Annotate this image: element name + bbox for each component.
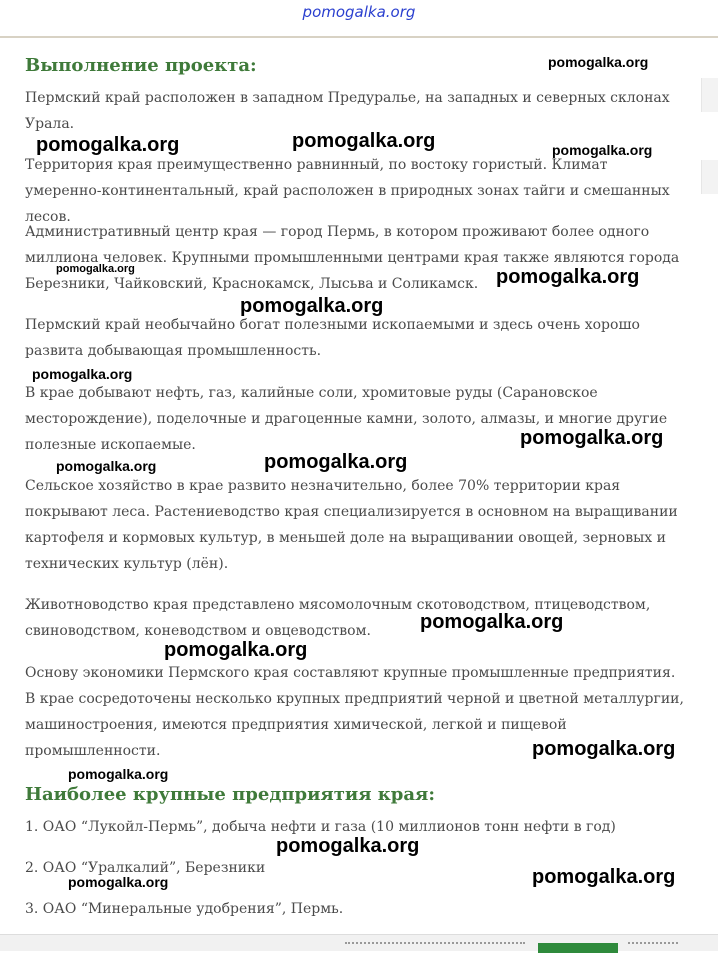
watermark: pomogalka.org bbox=[56, 458, 157, 474]
watermark: pomogalka.org bbox=[68, 874, 169, 890]
paragraph: Административный центр края — город Пермь, в котором проживают более одного миллиона человек. Крупными промышленными центрами края также являются города Березники, Чайковский, Краснокамск, Лысьва и Соликамск. bbox=[25, 224, 680, 292]
watermark: pomogalka.org bbox=[532, 866, 676, 888]
watermark: pomogalka.org bbox=[56, 263, 135, 275]
watermark: pomogalka.org bbox=[276, 835, 420, 857]
paragraph: Основу экономики Пермского края составляют крупные промышленные предприятия. В крае сосредоточены несколько крупных предприятий черной и цветной металлургии, машиностроения, имеются предприятия химической, легкой и пищевой промышленности. bbox=[25, 665, 684, 759]
watermark: pomogalka.org bbox=[68, 766, 169, 782]
watermark: pomogalka.org bbox=[264, 451, 408, 473]
list-item: 3. ОАО “Минеральные удобрения”, Пермь. bbox=[25, 901, 344, 917]
watermark: pomogalka.org bbox=[164, 639, 308, 661]
cookie-text bbox=[345, 942, 525, 947]
list-item: 1. ОАО “Лукойл-Пермь”, добыча нефти и газа (10 миллионов тонн нефти в год) bbox=[25, 819, 616, 835]
section-heading: Выполнение проекта: bbox=[25, 55, 257, 76]
paragraph: Территория края преимущественно равнинный, по востоку гористый. Климат умеренно-континентальный, край расположен в природных зонах тайги и смешанных лесов. bbox=[25, 157, 670, 225]
watermark: pomogalka.org bbox=[32, 366, 133, 382]
cookie-link[interactable] bbox=[628, 942, 678, 947]
watermark: pomogalka.org bbox=[496, 266, 640, 288]
watermark: pomogalka.org bbox=[520, 427, 664, 449]
cookie-bar bbox=[0, 934, 718, 951]
watermark: pomogalka.org bbox=[552, 142, 653, 158]
watermark: pomogalka.org bbox=[420, 611, 564, 633]
site-logo[interactable]: pomogalka.org bbox=[302, 3, 416, 21]
watermark: pomogalka.org bbox=[548, 54, 649, 70]
watermark: pomogalka.org bbox=[36, 134, 180, 156]
top-bar bbox=[0, 0, 718, 38]
side-tab[interactable] bbox=[701, 78, 718, 112]
section-heading: Наиболее крупные предприятия края: bbox=[25, 784, 435, 805]
accept-button[interactable] bbox=[538, 943, 618, 953]
paragraph: Сельское хозяйство в крае развито незначительно, более 70% территории края покрывают леса. Растениеводство края специализируется в основном на выращивании картофеля и кормовых культур, в меньшей доле на выращивании овощей, зерновых и технических культур (лён). bbox=[25, 478, 678, 572]
watermark: pomogalka.org bbox=[292, 130, 436, 152]
paragraph: Пермский край расположен в западном Предуралье, на западных и северных склонах Урала. bbox=[25, 90, 670, 132]
paragraph: Пермский край необычайно богат полезными ископаемыми и здесь очень хорошо развита добывающая промышленность. bbox=[25, 317, 640, 359]
list-item: 2. ОАО “Уралкалий”, Березники bbox=[25, 860, 266, 876]
paragraph: Животноводство края представлено мясомолочным скотоводством, птицеводством, свиноводством, коневодством и овцеводством. bbox=[25, 597, 651, 639]
side-tab[interactable] bbox=[701, 160, 718, 194]
paragraph: В крае добывают нефть, газ, калийные соли, хромитовые руды (Сарановское месторождение), поделочные и драгоценные камни, золото, алмазы, и многие другие полезные ископаемые. bbox=[25, 385, 668, 453]
watermark: pomogalka.org bbox=[240, 295, 384, 317]
watermark: pomogalka.org bbox=[532, 738, 676, 760]
